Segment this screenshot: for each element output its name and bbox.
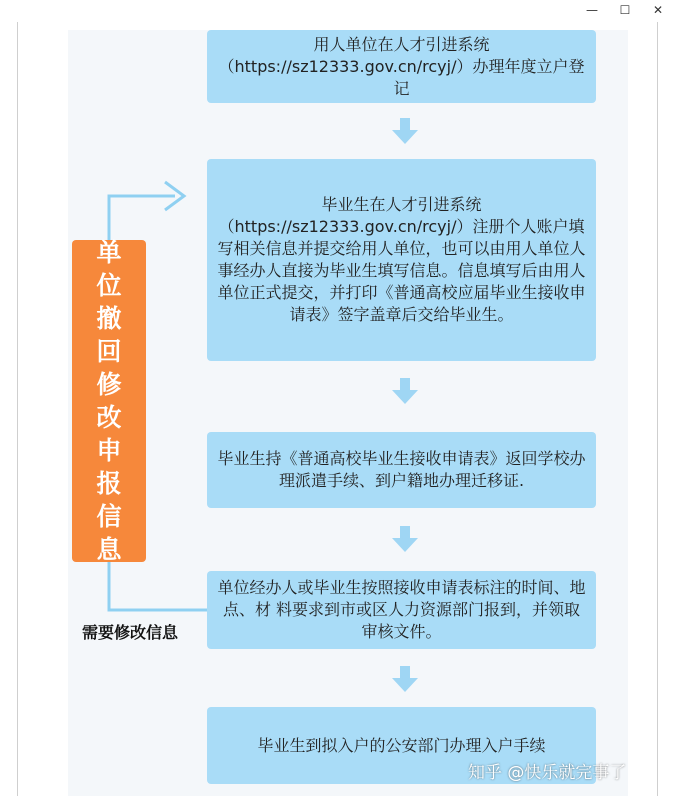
step-box-1 [207,30,596,103]
flowchart-canvas [68,30,628,796]
close-button[interactable]: ✕ [652,3,664,17]
minimize-button[interactable]: — [586,3,598,17]
loop-label: 需要修改信息 [82,623,179,642]
withdraw-edit-text: 单位撤回修改申报信息 [96,238,122,564]
down-arrow-icon [392,378,418,404]
window-titlebar [0,0,675,22]
page-border-right [657,22,658,796]
step-box-2 [207,159,596,361]
step-text-2: 毕业生在人才引进系统（https://sz12333.gov.cn/rcyj/）注册个人账户填写相关信息并提交给用人单位，也可以由用人单位人事经办人直接为毕业生填写信息。信息填写后由用人单位正式提交，并打印《普通高校应届毕业生接收申请表》签字盖章后交给毕业生。 [217,195,586,324]
step-box-3 [207,432,596,508]
step-text-5: 毕业生到拟入户的公安部门办理入户手续 [257,735,546,755]
step-text-4: 单位经办人或毕业生按照接收申请表标注的时间、地点、材 料要求到市或区人力资源部门报到，并领取审核文件。 [217,578,586,641]
watermark: 知乎 @快乐就完事了 [468,763,627,783]
step-box-4 [207,571,596,649]
step-text-1: 用人单位在人才引进系统（https://sz12333.gov.cn/rcyj/）办理年度立户登记 [218,34,585,98]
down-arrow-icon [392,666,418,692]
step-text-3: 毕业生持《普通高校毕业生接收申请表》返回学校办理派遣手续、到户籍地办理迁移证. [217,449,586,490]
maximize-button[interactable]: ☐ [619,3,631,17]
page-border-left [17,22,18,796]
down-arrow-icon [392,526,418,552]
down-arrow-icon [392,118,418,144]
withdraw-edit-box [72,240,146,562]
